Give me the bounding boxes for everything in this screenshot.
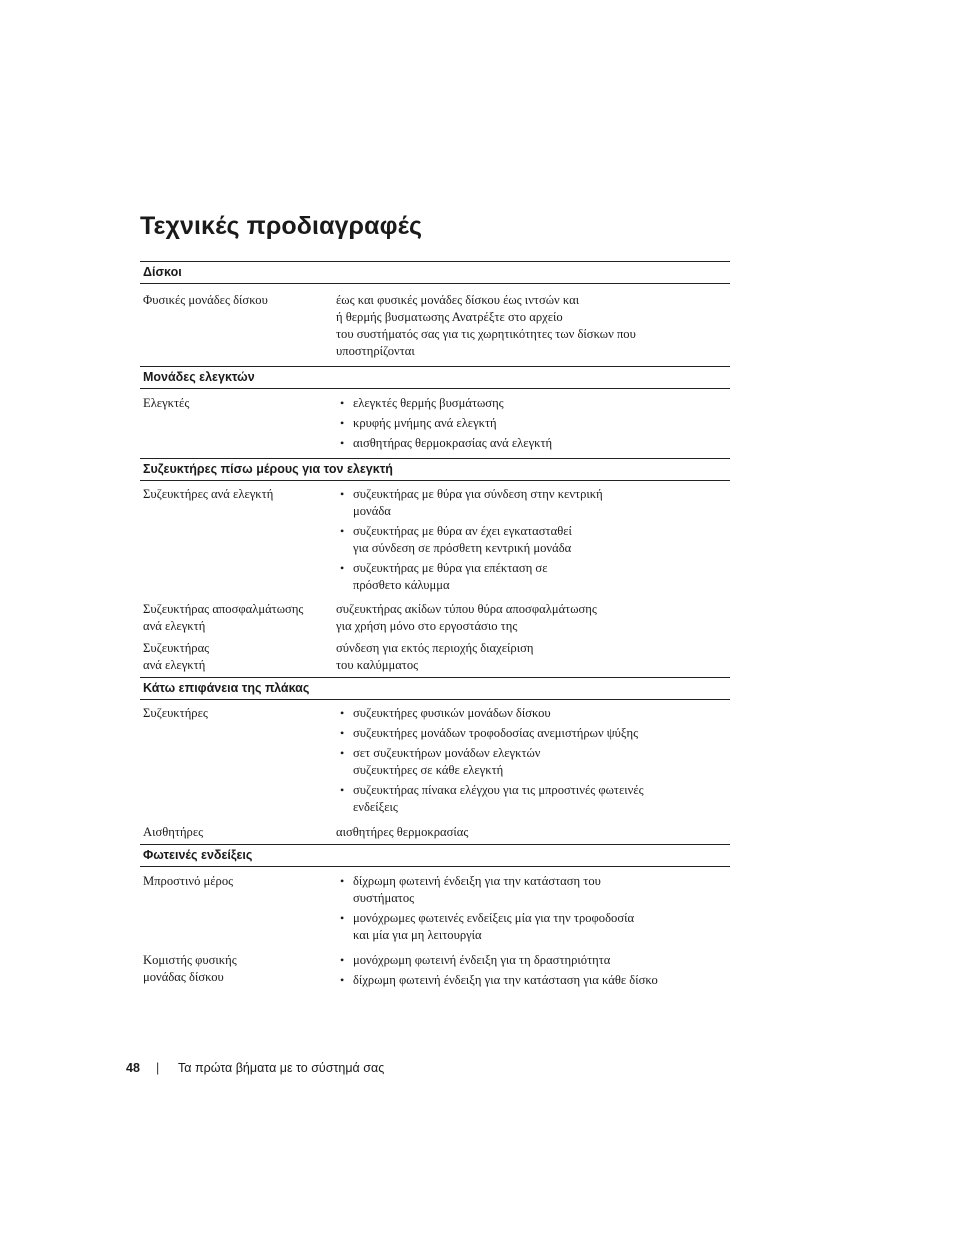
page-footer <box>126 1061 384 1075</box>
spec-value <box>336 601 730 635</box>
bullet-item <box>336 523 730 557</box>
bullet-icon: • <box>340 706 345 720</box>
section-header: Κάτω επιφάνεια της πλάκας <box>140 677 730 700</box>
bullet-item <box>336 395 730 412</box>
spec-row <box>140 700 730 821</box>
bullet-icon: • <box>340 726 345 740</box>
bullet-icon: • <box>340 746 345 760</box>
bullet-list <box>336 952 730 989</box>
spec-value-text: συζευκτήρας ακίδων τύπου θύρα αποσφαλμάτωσης για χρήση μόνο στο εργοστάσιο της <box>336 602 597 633</box>
bullet-item <box>336 435 730 452</box>
spec-label: Συζευκτήρες <box>143 706 208 720</box>
spec-label: Συζευκτήρας ανά ελεγκτή <box>143 641 210 672</box>
section-header: Φωτεινές ενδείξεις <box>140 844 730 867</box>
bullet-list <box>336 395 730 452</box>
bullet-text: μονόχρωμες φωτεινές ενδείξεις μία για την τροφοδοσία και μία για μη λειτουργία <box>353 911 635 942</box>
bullet-icon: • <box>340 783 345 797</box>
bullet-text: ελεγκτές θερμής βυσμάτωσης <box>353 396 504 410</box>
spec-value <box>336 705 730 819</box>
bullet-text: συζευκτήρας με θύρα για σύνδεση στην κεντρική μονάδα <box>353 487 603 518</box>
spec-row <box>140 599 730 638</box>
spec-row <box>140 481 730 599</box>
bullet-list <box>336 486 730 594</box>
spec-row <box>140 389 730 458</box>
bullet-list <box>336 873 730 944</box>
spec-label: Κομιστής φυσικής μονάδας δίσκου <box>143 953 237 984</box>
footer-separator: | <box>156 1061 160 1075</box>
bullet-icon: • <box>340 436 345 450</box>
bullet-item <box>336 486 730 520</box>
bullet-icon: • <box>340 973 345 987</box>
bullet-text: κρυφής μνήμης ανά ελεγκτή <box>353 416 497 430</box>
spec-table <box>140 261 730 998</box>
spec-value <box>336 640 730 674</box>
bullet-text: συζευκτήρες μονάδων τροφοδοσίας ανεμιστήρων ψύξης <box>353 726 639 740</box>
bullet-item <box>336 972 730 989</box>
bullet-item <box>336 910 730 944</box>
spec-label: Μπροστινό μέρος <box>143 874 234 888</box>
spec-value <box>336 873 730 947</box>
spec-value-text: έως και φυσικές μονάδες δίσκου έως ιντσών και ή θερμής βυσματωσης Ανατρέξτε στο αρχείο του συστήματός σας για τις χωρητικότητες των δίσκων που υποστηρίζονται <box>336 293 636 358</box>
section-header: Μονάδες ελεγκτών <box>140 366 730 389</box>
spec-label: Συζευκτήρας αποσφαλμάτωσης ανά ελεγκτή <box>143 602 304 633</box>
bullet-icon: • <box>340 487 345 501</box>
page-number: 48 <box>126 1061 140 1075</box>
spec-value-text: αισθητήρες θερμοκρασίας <box>336 825 469 839</box>
bullet-item <box>336 745 730 779</box>
bullet-icon: • <box>340 911 345 925</box>
bullet-list <box>336 705 730 816</box>
bullet-item <box>336 873 730 907</box>
bullet-text: μονόχρωμη φωτεινή ένδειξη για τη δραστηριότητα <box>353 953 611 967</box>
spec-row <box>140 638 730 677</box>
spec-row <box>140 821 730 844</box>
bullet-icon: • <box>340 396 345 410</box>
bullet-text: συζευκτήρας με θύρα αν έχει εγκατασταθεί για σύνδεση σε πρόσθετη κεντρική μονάδα <box>353 524 572 555</box>
bullet-icon: • <box>340 953 345 967</box>
footer-text: Τα πρώτα βήματα με το σύστημά σας <box>178 1061 385 1075</box>
bullet-item <box>336 705 730 722</box>
spec-row <box>140 867 730 949</box>
bullet-icon: • <box>340 524 345 538</box>
bullet-text: αισθητήρας θερμοκρασίας ανά ελεγκτή <box>353 436 553 450</box>
bullet-text: δίχρωμη φωτεινή ένδειξη για την κατάσταση του συστήματος <box>353 874 601 905</box>
spec-value <box>336 292 730 360</box>
spec-value <box>336 824 730 841</box>
spec-value-text: σύνδεση για εκτός περιοχής διαχείριση του καλύμματος <box>336 641 534 672</box>
spec-row <box>140 949 730 998</box>
bullet-text: σετ συζευκτήρων μονάδων ελεγκτών συζευκτήρες σε κάθε ελεγκτή <box>353 746 541 777</box>
page-title: Τεχνικές προδιαγραφές <box>140 212 423 240</box>
bullet-item <box>336 952 730 969</box>
bullet-item <box>336 725 730 742</box>
bullet-icon: • <box>340 416 345 430</box>
spec-value <box>336 952 730 992</box>
spec-label: Αισθητήρες <box>143 825 204 839</box>
spec-row <box>140 284 730 366</box>
spec-label: Ελεγκτές <box>143 396 190 410</box>
bullet-text: συζευκτήρας πίνακα ελέγχου για τις μπροστινές φωτεινές ενδείξεις <box>353 783 644 814</box>
bullet-text: δίχρωμη φωτεινή ένδειξη για την κατάσταση για κάθε δίσκο <box>353 973 658 987</box>
bullet-text: συζευκτήρες φυσικών μονάδων δίσκου <box>353 706 551 720</box>
section-header: Δίσκοι <box>140 261 730 284</box>
spec-value <box>336 395 730 455</box>
bullet-item <box>336 560 730 594</box>
section-header: Συζευκτήρες πίσω μέρους για τον ελεγκτή <box>140 458 730 481</box>
bullet-item <box>336 782 730 816</box>
bullet-icon: • <box>340 561 345 575</box>
bullet-text: συζευκτήρας με θύρα για επέκταση σε πρόσθετο κάλυμμα <box>353 561 548 592</box>
spec-label: Συζευκτήρες ανά ελεγκτή <box>143 487 274 501</box>
bullet-icon: • <box>340 874 345 888</box>
bullet-item <box>336 415 730 432</box>
spec-label: Φυσικές μονάδες δίσκου <box>143 293 268 307</box>
spec-value <box>336 486 730 597</box>
